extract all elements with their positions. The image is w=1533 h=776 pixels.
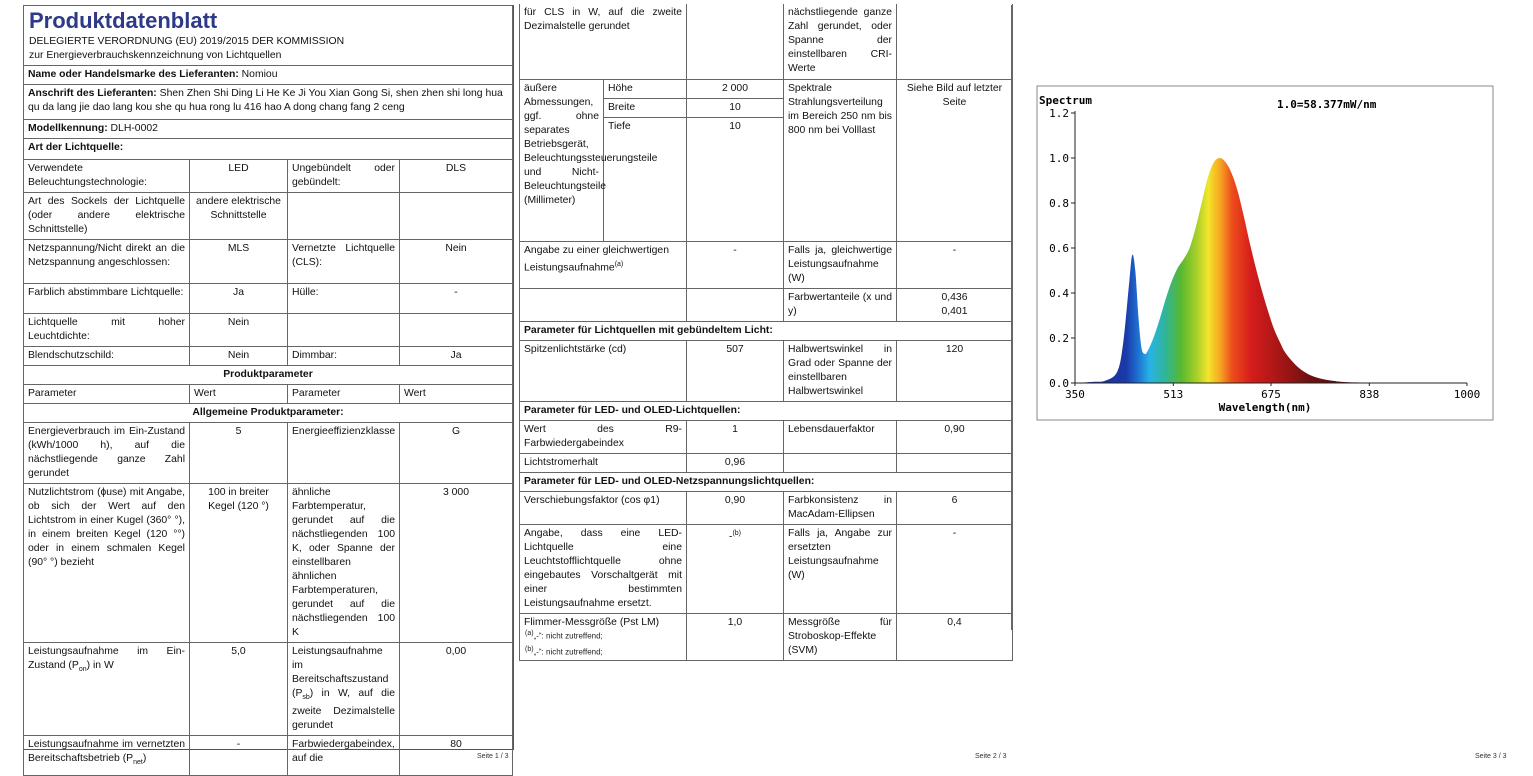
cell-repl-power-value: - [897, 524, 1013, 613]
cell-glare-label: Blendschutzschild: [24, 347, 190, 366]
supplier-value: Nomiou [241, 69, 278, 80]
cell-empty [520, 288, 687, 321]
cell-cri-value: 80 [400, 736, 513, 776]
col-value-header: Wert [190, 385, 288, 404]
cell-spectral-value: Siehe Bild auf letzter Seite [897, 79, 1013, 241]
cell-pnet-cont: für CLS in W, auf die zweite Dezimalstelle gerundet [520, 4, 687, 79]
address-row [24, 85, 513, 120]
y-tick-label: 0.8 [1049, 197, 1069, 210]
cell-chroma-value [897, 288, 1013, 321]
page-number-1: Seite 1 / 3 [477, 753, 509, 760]
cell-psb-label: Leistungsaufnahme im Bereitschaftszustand $(P_{sb})$ in W, auf die zweite Dezimalstelle gerundet [288, 643, 400, 736]
cell-eclass-value: G [400, 423, 513, 484]
y-tick-label: 1.2 [1049, 107, 1069, 120]
chroma-y: 0,401 [941, 305, 968, 317]
cell-repl-power-label: Falls ja, Angabe zur ersetzten Leistungsaufnahme (W) [784, 524, 897, 613]
cell-dim-value: 10 [687, 98, 784, 117]
cell-energy-value: 5 [190, 423, 288, 484]
cell-empty [687, 288, 784, 321]
spectrum-chart [1037, 86, 1493, 420]
cell-psb-value: 0,00 [400, 643, 513, 736]
spectrum-svg [1037, 86, 1493, 420]
cell-tunable-value: Ja [190, 284, 288, 314]
page-number-2: Seite 2 / 3 [975, 753, 1007, 760]
model-label: Modellkennung: [28, 123, 108, 134]
cell-life-label: Lebensdauerfaktor [784, 420, 897, 453]
supplier-row [24, 66, 513, 85]
cell-r9-label: Wert des R9-Farbwiedergabeindex [520, 420, 687, 453]
cell-cct-label: ähnliche Farbtemperatur, gerundet auf die nächstliegenden 100 K, oder Spanne der einstellbaren ähnlichen Farbtemperaturen, gerundet auf die nächstliegenden 100 K [288, 484, 400, 643]
cell-chroma-label: Farbwertanteile (x und y) [784, 288, 897, 321]
col-param-header: Parameter [24, 385, 190, 404]
cell-envelope-label: Hülle: [288, 284, 400, 314]
cell-dim-value: 2 000 [687, 79, 784, 98]
cell-cri-cont: nächstliegende ganze Zahl gerundet, oder Spanne der einstellbaren CRI-Werte [784, 4, 897, 79]
cell-cri-label: Farbwiedergabeindex, auf die [288, 736, 400, 776]
cell-equiv-power-label: Falls ja, gleichwertige Leistungsaufnahme (W) [784, 241, 897, 288]
dir-heading: Parameter für Lichtquellen mit gebündeltem Licht: [520, 321, 1013, 340]
cell-colcons-label: Farbkonsistenz in MacAdam-Ellipsen [784, 491, 897, 524]
cell-dim-value: 10 [687, 117, 784, 241]
cell-equiv-label: Angabe zu einer gleichwertigen Leistungsaufnahme$^{(a)}$ [520, 241, 687, 288]
model-value: DLH-0002 [110, 123, 158, 134]
cell-peak-label: Spitzenlichtstärke (cd) [520, 340, 687, 401]
cell-empty [288, 193, 400, 240]
cell-hl-label: Lichtquelle mit hoher Leuchtdichte: [24, 314, 190, 347]
cell-empty [897, 453, 1013, 472]
cell-strobe-label: Messgröße für Stroboskop-Effekte (SVM) [784, 613, 897, 660]
cell-empty [687, 4, 784, 79]
regulation-text: DELEGIERTE VERORDNUNG (EU) 2019/2015 DER KOMMISSION zur Energieverbrauchskennzeichnung von Lichtquellen [29, 36, 345, 61]
cell-glare-value: Nein [190, 347, 288, 366]
cell-dim-value: Ja [400, 347, 513, 366]
supplier-label: Name oder Handelsmarke des Lieferanten: [28, 69, 239, 80]
cell-repl-label: Angabe, dass eine LED-Lichtquelle eine Leuchtstofflichtquelle ohne eingebautes Vorschaltgerät mit einer bestimmten Leistungsaufnahme ersetzt. [520, 524, 687, 613]
footnote-a: $^{(a)}$„-“: nicht zutreffend; [525, 630, 603, 641]
footnote-b: $^{(b)}$„-“: nicht zutreffend; [525, 646, 603, 657]
cell-dim-key: Breite [604, 98, 687, 117]
cell-flux-value: 100 in breiter Kegel (120 °) [190, 484, 288, 643]
y-tick-label: 0.0 [1049, 377, 1069, 390]
cell-cls-value: Nein [400, 240, 513, 284]
cell-pon-label: Leistungsaufnahme im Ein-Zustand $(P_{on})$ in W [24, 643, 190, 736]
cell-empty [288, 314, 400, 347]
cell-flux-label: Nutzlichtstrom (ɸuse) mit Angabe, ob sich der Wert auf den Lichtstrom in einer Kugel (360° °), in einem breiten Kegel (120 °°) oder in einem schmalen Kegel (90° °) bezieht [24, 484, 190, 643]
x-tick-label: 675 [1261, 388, 1281, 401]
cell-pnet-label: Leistungsaufnahme im vernetzten Bereitschaftsbetrieb $(P_{net})$ [24, 736, 190, 776]
cell-disp-label: Verschiebungsfaktor (cos φ1) [520, 491, 687, 524]
cell-disp-value: 0,90 [687, 491, 784, 524]
cell-tech-label: Verwendete Beleuchtungstechnologie: [24, 160, 190, 193]
cell-directional-label: Ungebündelt oder gebündelt: [288, 160, 400, 193]
cell-beam-label: Halbwertswinkel in Grad oder Spanne der einstellbaren Halbwertswinkel [784, 340, 897, 401]
chart-title: Spectrum [1039, 94, 1092, 107]
col-value-header: Wert [400, 385, 513, 404]
cell-dims-label: äußere Abmessungen, ggf. ohne separates Betriebsgerät, Beleuchtungssteuerungsteile und Nicht-Beleuchtungsteile (Millimeter) [520, 79, 604, 241]
cell-lum-label: Lichtstromerhalt [520, 453, 687, 472]
cell-mains-value: MLS [190, 240, 288, 284]
cell-empty [784, 453, 897, 472]
cell-cct-value: 3 000 [400, 484, 513, 643]
cell-flicker-value: 1,0 [687, 613, 784, 660]
col-param-header: Parameter [288, 385, 400, 404]
cell-tunable-label: Farblich abstimmbare Lichtquelle: [24, 284, 190, 314]
cell-r9-value: 1 [687, 420, 784, 453]
cell-pnet-value: - [190, 736, 288, 776]
cell-spectral-label: Spektrale Strahlungsverteilung im Bereich 250 nm bis 800 nm bei Volllast [784, 79, 897, 241]
cell-cap-value: andere elektrische Schnittstelle [190, 193, 288, 240]
type-heading: Art der Lichtquelle: [24, 139, 513, 160]
page-title: Produktdatenblatt [29, 8, 218, 33]
cell-lum-value: 0,96 [687, 453, 784, 472]
product-params-heading: Produktparameter [24, 366, 513, 385]
cell-life-value: 0,90 [897, 420, 1013, 453]
page1-table [23, 5, 513, 776]
cell-repl-value: -$^{(b)}$ [687, 524, 784, 613]
cell-dim-label: Dimmbar: [288, 347, 400, 366]
x-tick-label: 838 [1359, 388, 1380, 401]
address-label: Anschrift des Lieferanten: [28, 88, 157, 99]
cell-empty [400, 193, 513, 240]
cell-empty [400, 314, 513, 347]
cell-flicker-label: Flimmer-Messgröße (Pst LM) [520, 613, 687, 660]
x-tick-label: 1000 [1453, 388, 1481, 401]
chroma-x: 0,436 [941, 291, 968, 303]
page-number-3: Seite 3 / 3 [1475, 753, 1507, 760]
chart-annotation: 1.0=58.377mW/nm [1277, 98, 1377, 111]
cell-equiv-power-value: - [897, 241, 1013, 288]
cell-pon-value: 5,0 [190, 643, 288, 736]
page2-table [519, 4, 1013, 661]
x-tick-label: 513 [1163, 388, 1184, 401]
cell-hl-value: Nein [190, 314, 288, 347]
mains-heading: Parameter für LED- und OLED-Netzspannungslichtquellen: [520, 472, 1013, 491]
cell-peak-value: 507 [687, 340, 784, 401]
cell-empty [897, 4, 1013, 79]
x-tick-label: 350 [1065, 388, 1085, 401]
cell-cls-label: Vernetzte Lichtquelle (CLS): [288, 240, 400, 284]
cell-tech-value: LED [190, 160, 288, 193]
led-heading: Parameter für LED- und OLED-Lichtquellen: [520, 401, 1013, 420]
cell-energy-label: Energieverbrauch im Ein-Zustand (kWh/1000 h), auf die nächstliegende ganze Zahl gerundet [24, 423, 190, 484]
cell-envelope-value: - [400, 284, 513, 314]
cell-eclass-label: Energieeffizienzklasse [288, 423, 400, 484]
cell-equiv-value: - [687, 241, 784, 288]
y-tick-label: 0.4 [1049, 287, 1069, 300]
cell-strobe-value: 0,4 [897, 613, 1013, 660]
y-tick-label: 0.2 [1049, 332, 1069, 345]
cell-dim-key: Höhe [604, 79, 687, 98]
cell-colcons-value: 6 [897, 491, 1013, 524]
general-heading: Allgemeine Produktparameter: [24, 404, 513, 423]
cell-mains-label: Netzspannung/Nicht direkt an die Netzspannung angeschlossen: [24, 240, 190, 284]
cell-dim-key: Tiefe [604, 117, 687, 241]
x-axis-label: Wavelength(nm) [1218, 401, 1312, 414]
cell-beam-value: 120 [897, 340, 1013, 401]
y-tick-label: 1.0 [1049, 152, 1069, 165]
y-tick-label: 0.6 [1049, 242, 1069, 255]
cell-cap-label: Art des Sockels der Lichtquelle (oder andere elektrische Schnittstelle) [24, 193, 190, 240]
address-value: Shen Zhen Shi Ding Li He Ke Ji You Xian Gong Si, shen zhen shi long hua qu da lang jie dao lang kou she qu hua rong lu 416 hao A dong chang fang 2 ceng [28, 88, 503, 113]
model-row [24, 120, 513, 139]
cell-directional-value: DLS [400, 160, 513, 193]
